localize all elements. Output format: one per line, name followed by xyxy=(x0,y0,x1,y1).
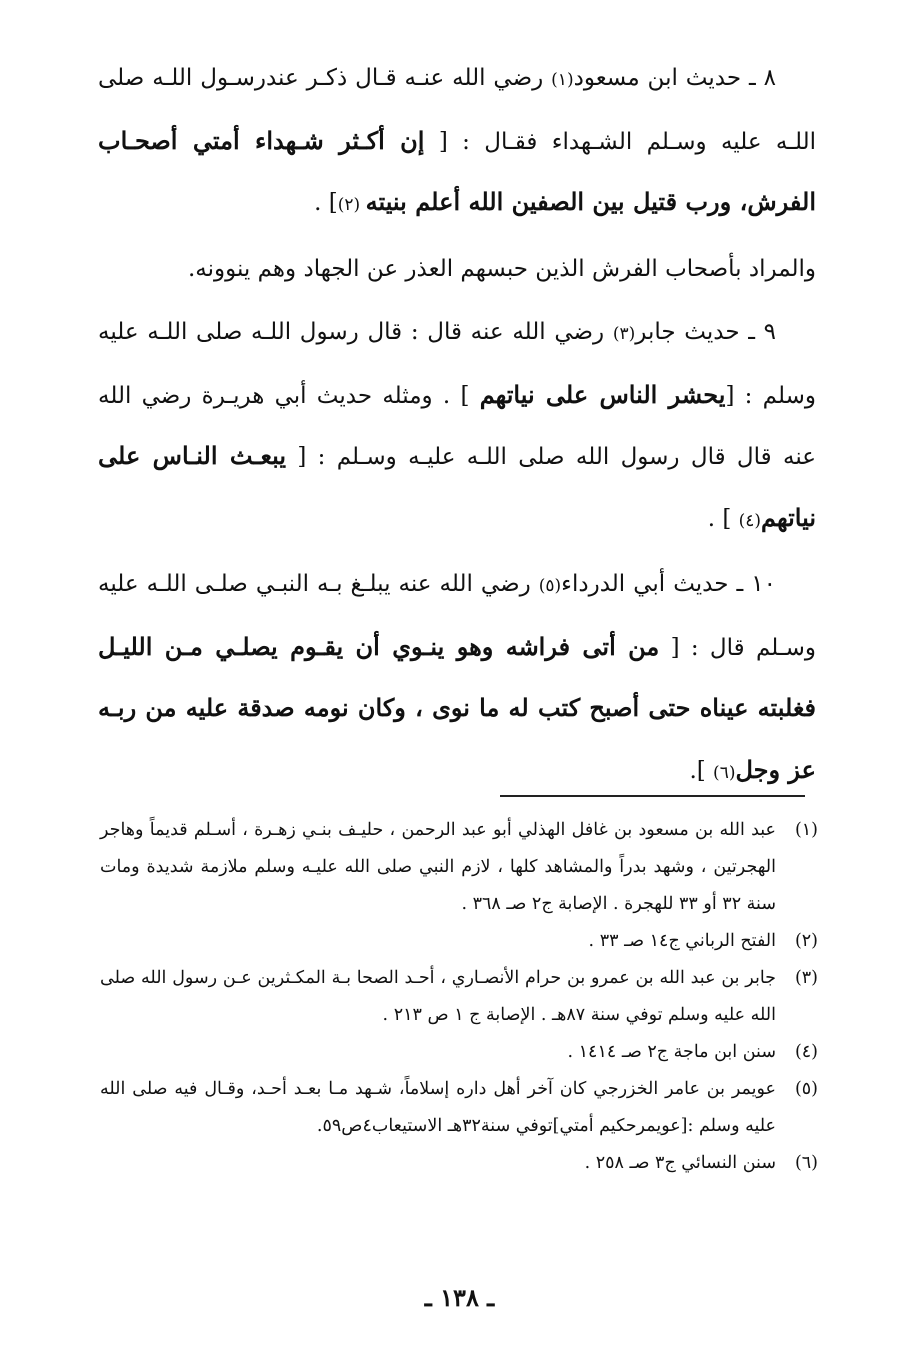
hadith-8-opening: ٨ ـ حديث ابن مسعود xyxy=(573,65,776,91)
footnote-text: جابر بن عبد الله بن عمرو بن حرام الأنصـاري ، أحـد الصحا بـة المكـثرين عـن رسول الله صلى الله عليه وسلم توفي سنة ٨٧هـ . الإصابة ج ١ ص ٢١٣ . xyxy=(100,968,776,1025)
hadith-10-opening: ١٠ ـ حديث أبي الدرداء xyxy=(561,571,776,597)
hadith-9-opening: ٩ ـ حديث جابر xyxy=(635,319,776,345)
footnote-separator xyxy=(500,795,805,797)
footnote-text: سنن النسائي ج٣ صـ ٢٥٨ . xyxy=(584,1153,776,1173)
footnote-ref-3: (٣) xyxy=(612,324,636,344)
footnote-ref-5: (٥) xyxy=(538,576,562,596)
hadith-10-quote: من أتى فراشه وهو ينـوي أن يقـوم يصلـي مـن الليـل فغلبته عيناه حتى أصبح كتب له ما نوى ، وكان نومه صدقة عليه من ربـه عز وجل xyxy=(98,631,816,784)
footnote-number: (٥) xyxy=(794,1079,818,1099)
footnote-text: الفتح الرباني ج١٤ صـ ٣٣ . xyxy=(588,931,776,951)
footnote-number: (٦) xyxy=(794,1153,818,1173)
paragraph-explanation xyxy=(98,239,816,300)
page-number: ـ ١٣٨ ـ xyxy=(424,1283,495,1312)
footnote-2 xyxy=(100,923,818,960)
hadith-10-closing: ]. xyxy=(689,757,714,784)
footnote-text: عويمر بن عامر الخزرجي كان آخر أهل داره إسلاماً، شـهد مـا بعـد أحـد، وقـال فيه صلى الله عليه وسلم :[عويمرحكيم أمتي]توفي سنة٣٢هـ الاستيعاب٤ص٥٩. xyxy=(100,1079,776,1136)
hadith-9-closing: ] . xyxy=(707,505,739,532)
footnote-ref-6: (٦) xyxy=(713,762,736,783)
hadith-9-second-quote: يبعـث النـاس على نياتهم xyxy=(98,441,816,532)
footnote-5 xyxy=(100,1071,818,1145)
paragraph-hadith-8 xyxy=(98,48,816,236)
main-text xyxy=(98,48,816,803)
hadith-8-quote: إن أكـثر شـهداء أمتي أصحـاب الفرش، ورب قتيل بين الصفين الله أعلم بنيته xyxy=(98,125,816,216)
hadith-8-closing: ] . xyxy=(314,190,338,216)
hadith-9-second-context: ] . ومثله حديث أبي هريـرة رضي الله عنه قال قال رسول الله صلى اللـه عليـه وسـلم : [ xyxy=(98,382,816,470)
footnote-ref-4: (٤) xyxy=(738,510,762,531)
footnotes xyxy=(100,812,818,1182)
footnote-3 xyxy=(100,960,818,1034)
hadith-9-context: رضي الله عنه قال : قال رسول اللـه صلى اللـه عليه وسلم : [ xyxy=(98,319,816,409)
explanation-text: والمراد بأصحاب الفرش الذين حبسهم العذر عن الجهاد وهم ينوونه. xyxy=(187,255,816,282)
footnote-number: (٤) xyxy=(794,1042,818,1062)
hadith-9-quote: يحشر الناس على نياتهم xyxy=(479,379,726,409)
hadith-8-context: رضي الله عنـه قـال ذكـر عندرسـول اللـه صلى اللـه عليه وسـلم الشـهداء فقـال : [ xyxy=(98,65,817,155)
footnote-6 xyxy=(100,1145,818,1182)
footnote-text: عبد الله بن مسعود بن غافل الهذلي أبو عبد الرحمن ، حليـف بنـي زهـرة ، أسـلم قديماً وهاجر الهجرتين ، وشهد بدراً والمشاهد كلها ، لازم النبي صلى الله عليـه وسلم ملازمة شديدة ومات سنة ٣٢ أو ٣٣ للهجرة . الإصابة ج٢ صـ ٣٦٨ . xyxy=(100,820,776,914)
footnote-ref-2: (٢) xyxy=(337,195,366,215)
footnote-number: (٢) xyxy=(794,931,818,951)
paragraph-hadith-9 xyxy=(98,302,816,551)
footnote-number: (٣) xyxy=(794,968,818,988)
footnote-4 xyxy=(100,1034,818,1071)
paragraph-hadith-10 xyxy=(98,554,816,803)
hadith-10-context: رضي الله عنه يبلـغ بـه النبـي صلـى اللـه عليه وسـلم قال : [ xyxy=(98,571,816,661)
footnote-ref-1: (١) xyxy=(551,70,574,90)
footnote-text: سنن ابن ماجة ج٢ صـ ١٤١٤ . xyxy=(567,1042,776,1062)
footnote-number: (١) xyxy=(794,820,818,840)
footnote-1 xyxy=(100,812,818,923)
